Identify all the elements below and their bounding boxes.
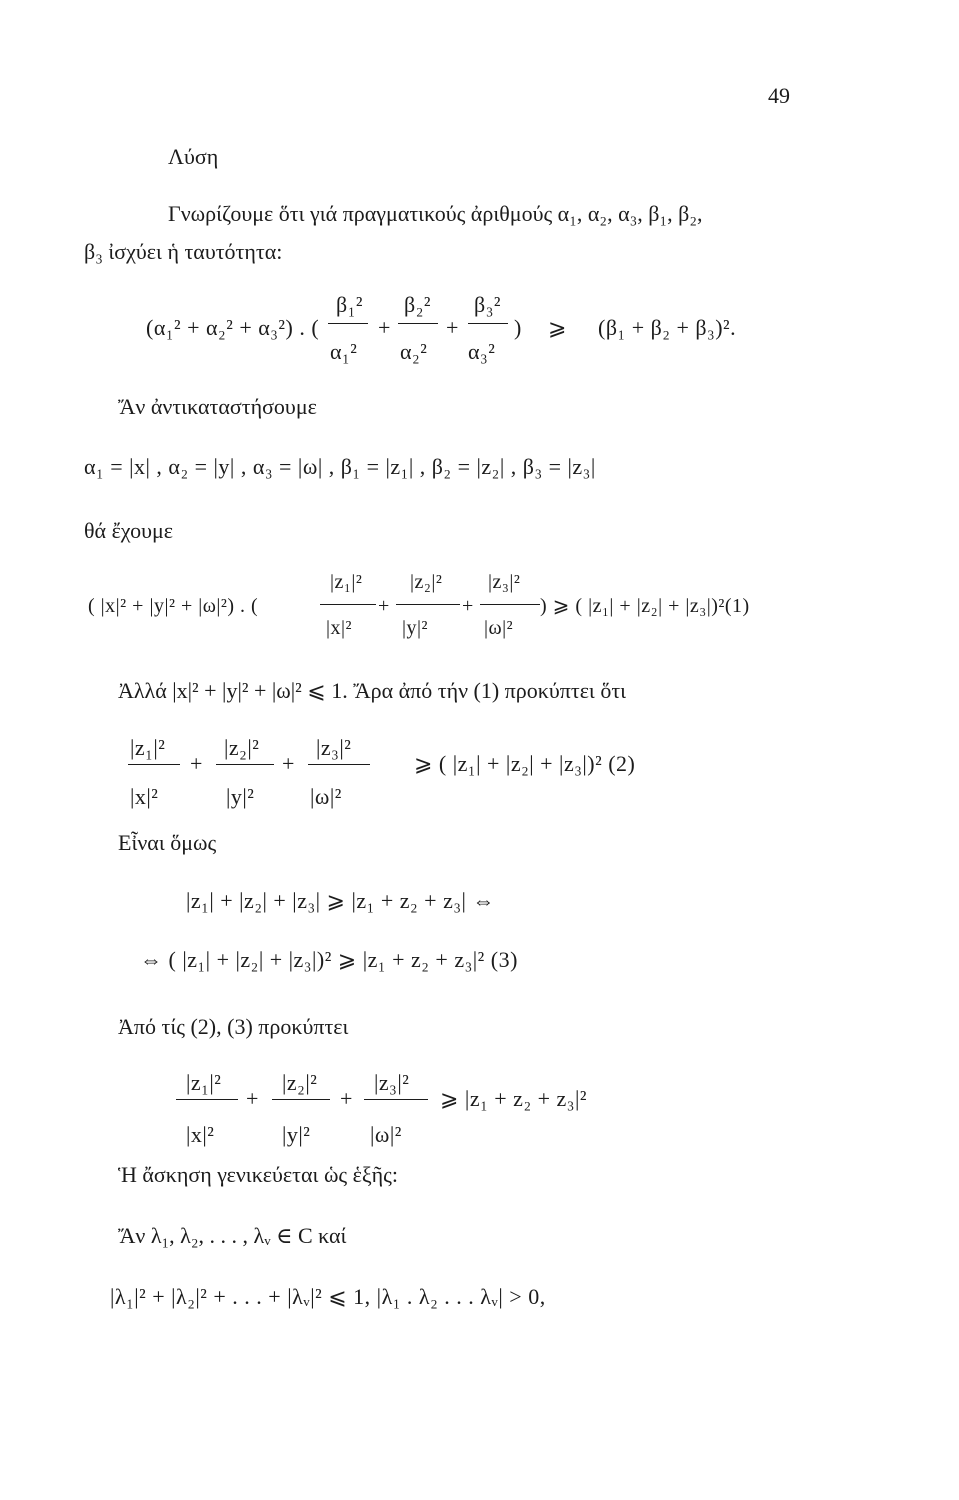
fraction-bar bbox=[398, 323, 438, 324]
fraction-numerator: β₁² bbox=[336, 292, 363, 317]
solution-heading: Λύση bbox=[168, 144, 219, 169]
plus-sign: + bbox=[378, 595, 390, 617]
fraction-bar bbox=[396, 604, 460, 605]
paragraph-line: β₃ ἰσχύει ἡ ταυτότητα: bbox=[84, 239, 283, 264]
fraction-numerator: |z₁|² bbox=[186, 1070, 222, 1095]
fraction-denominator: |ω|² bbox=[484, 617, 514, 639]
fraction-denominator: |y|² bbox=[402, 617, 429, 639]
equation-text: ⩾ |z₁ + z₂ + z₃|² bbox=[440, 1086, 587, 1111]
plus-sign: + bbox=[282, 751, 295, 776]
equation-text: (β₁ + β₂ + β₃)². bbox=[598, 315, 737, 340]
equation-text: (α₁² + α₂² + α₃²) . ( bbox=[146, 315, 320, 340]
paragraph-line: Εἶναι ὅμως bbox=[118, 830, 217, 855]
fraction-denominator: |y|² bbox=[226, 784, 255, 809]
substitution-line: α₁ = |x| , α₂ = |y| , α₃ = |ω| , β₁ = |z₁| , β₂ = |z₂| , β₃ = |z₃| bbox=[84, 454, 596, 479]
fraction-denominator: |y|² bbox=[282, 1122, 311, 1147]
fraction-numerator: β₃² bbox=[474, 292, 501, 317]
equation-text: ⩾ ( |z₁| + |z₂| + |z₃|)² (2) bbox=[414, 751, 636, 776]
fraction-denominator: |x|² bbox=[130, 784, 159, 809]
plus-sign: + bbox=[462, 595, 474, 617]
plus-sign: + bbox=[446, 315, 459, 340]
paragraph-line: Ἀπό τίς (2), (3) προκύπτει bbox=[118, 1014, 349, 1039]
relation-symbol: ⩾ bbox=[548, 315, 567, 340]
paragraph-line: Ἄν λ₁, λ₂, . . . , λᵥ ∈ C καί bbox=[118, 1223, 347, 1248]
fraction-numerator: β₂² bbox=[404, 292, 431, 317]
paragraph-line: Ἀλλά |x|² + |y|² + |ω|² ⩽ 1. Ἄρα ἀπό τήν (1) προκύπτει ὅτι bbox=[118, 678, 627, 703]
fraction-bar bbox=[320, 604, 376, 605]
fraction-denominator: |ω|² bbox=[310, 784, 342, 809]
plus-sign: + bbox=[378, 315, 391, 340]
equation-text: ) ⩾ ( |z₁| + |z₂| + |z₃|)²(1) bbox=[540, 595, 750, 617]
paragraph-line: Ἄν ἀντικαταστήσουμε bbox=[118, 394, 317, 419]
fraction-numerator: |z₃|² bbox=[374, 1070, 410, 1095]
fraction-numerator: |z₃|² bbox=[316, 735, 352, 760]
fraction-bar bbox=[364, 1099, 428, 1100]
fraction-bar bbox=[468, 323, 508, 324]
fraction-numerator: |z₁|² bbox=[330, 571, 363, 593]
paragraph-line: Ἡ ἄσκηση γενικεύεται ὡς ἑξῆς: bbox=[118, 1162, 399, 1187]
fraction-denominator: |x|² bbox=[186, 1122, 215, 1147]
equation-text: ( |x|² + |y|² + |ω|²) . ( bbox=[88, 595, 259, 617]
fraction-bar bbox=[216, 764, 274, 765]
fraction-denominator: α₂² bbox=[400, 339, 428, 364]
equation-text: ) bbox=[514, 315, 522, 340]
plus-sign: + bbox=[190, 751, 203, 776]
fraction-numerator: |z₂|² bbox=[224, 735, 260, 760]
triangle-inequality-squared: ⇔ ( |z₁| + |z₂| + |z₃|)² ⩾ |z₁ + z₂ + z₃|² (3) bbox=[140, 947, 518, 972]
fraction-bar bbox=[308, 764, 370, 765]
final-condition: |λ₁|² + |λ₂|² + . . . + |λᵥ|² ⩽ 1, |λ₁ . λ₂ . . . λᵥ| > 0, bbox=[110, 1284, 546, 1309]
fraction-numerator: |z₂|² bbox=[410, 571, 443, 593]
fraction-denominator: |ω|² bbox=[370, 1122, 402, 1147]
plus-sign: + bbox=[340, 1086, 353, 1111]
fraction-bar bbox=[272, 1099, 330, 1100]
fraction-bar bbox=[176, 1099, 238, 1100]
fraction-denominator: |x|² bbox=[326, 617, 353, 639]
fraction-numerator: |z₂|² bbox=[282, 1070, 318, 1095]
fraction-numerator: |z₃|² bbox=[488, 571, 521, 593]
fraction-denominator: α₃² bbox=[468, 339, 496, 364]
plus-sign: + bbox=[246, 1086, 259, 1111]
fraction-bar bbox=[328, 323, 368, 324]
fraction-denominator: α₁² bbox=[330, 339, 358, 364]
fraction-bar bbox=[480, 604, 540, 605]
page-number: 49 bbox=[768, 83, 790, 108]
triangle-inequality: |z₁| + |z₂| + |z₃| ⩾ |z₁ + z₂ + z₃| ⇔ bbox=[186, 888, 495, 913]
fraction-bar bbox=[128, 764, 180, 765]
paragraph-line: Γνωρίζουμε ὅτι γιά πραγματικούς ἀριθμούς α₁, α₂, α₃, β₁, β₂, bbox=[168, 201, 703, 226]
paragraph-line: θά ἔχουμε bbox=[84, 518, 174, 543]
fraction-numerator: |z₁|² bbox=[130, 735, 166, 760]
